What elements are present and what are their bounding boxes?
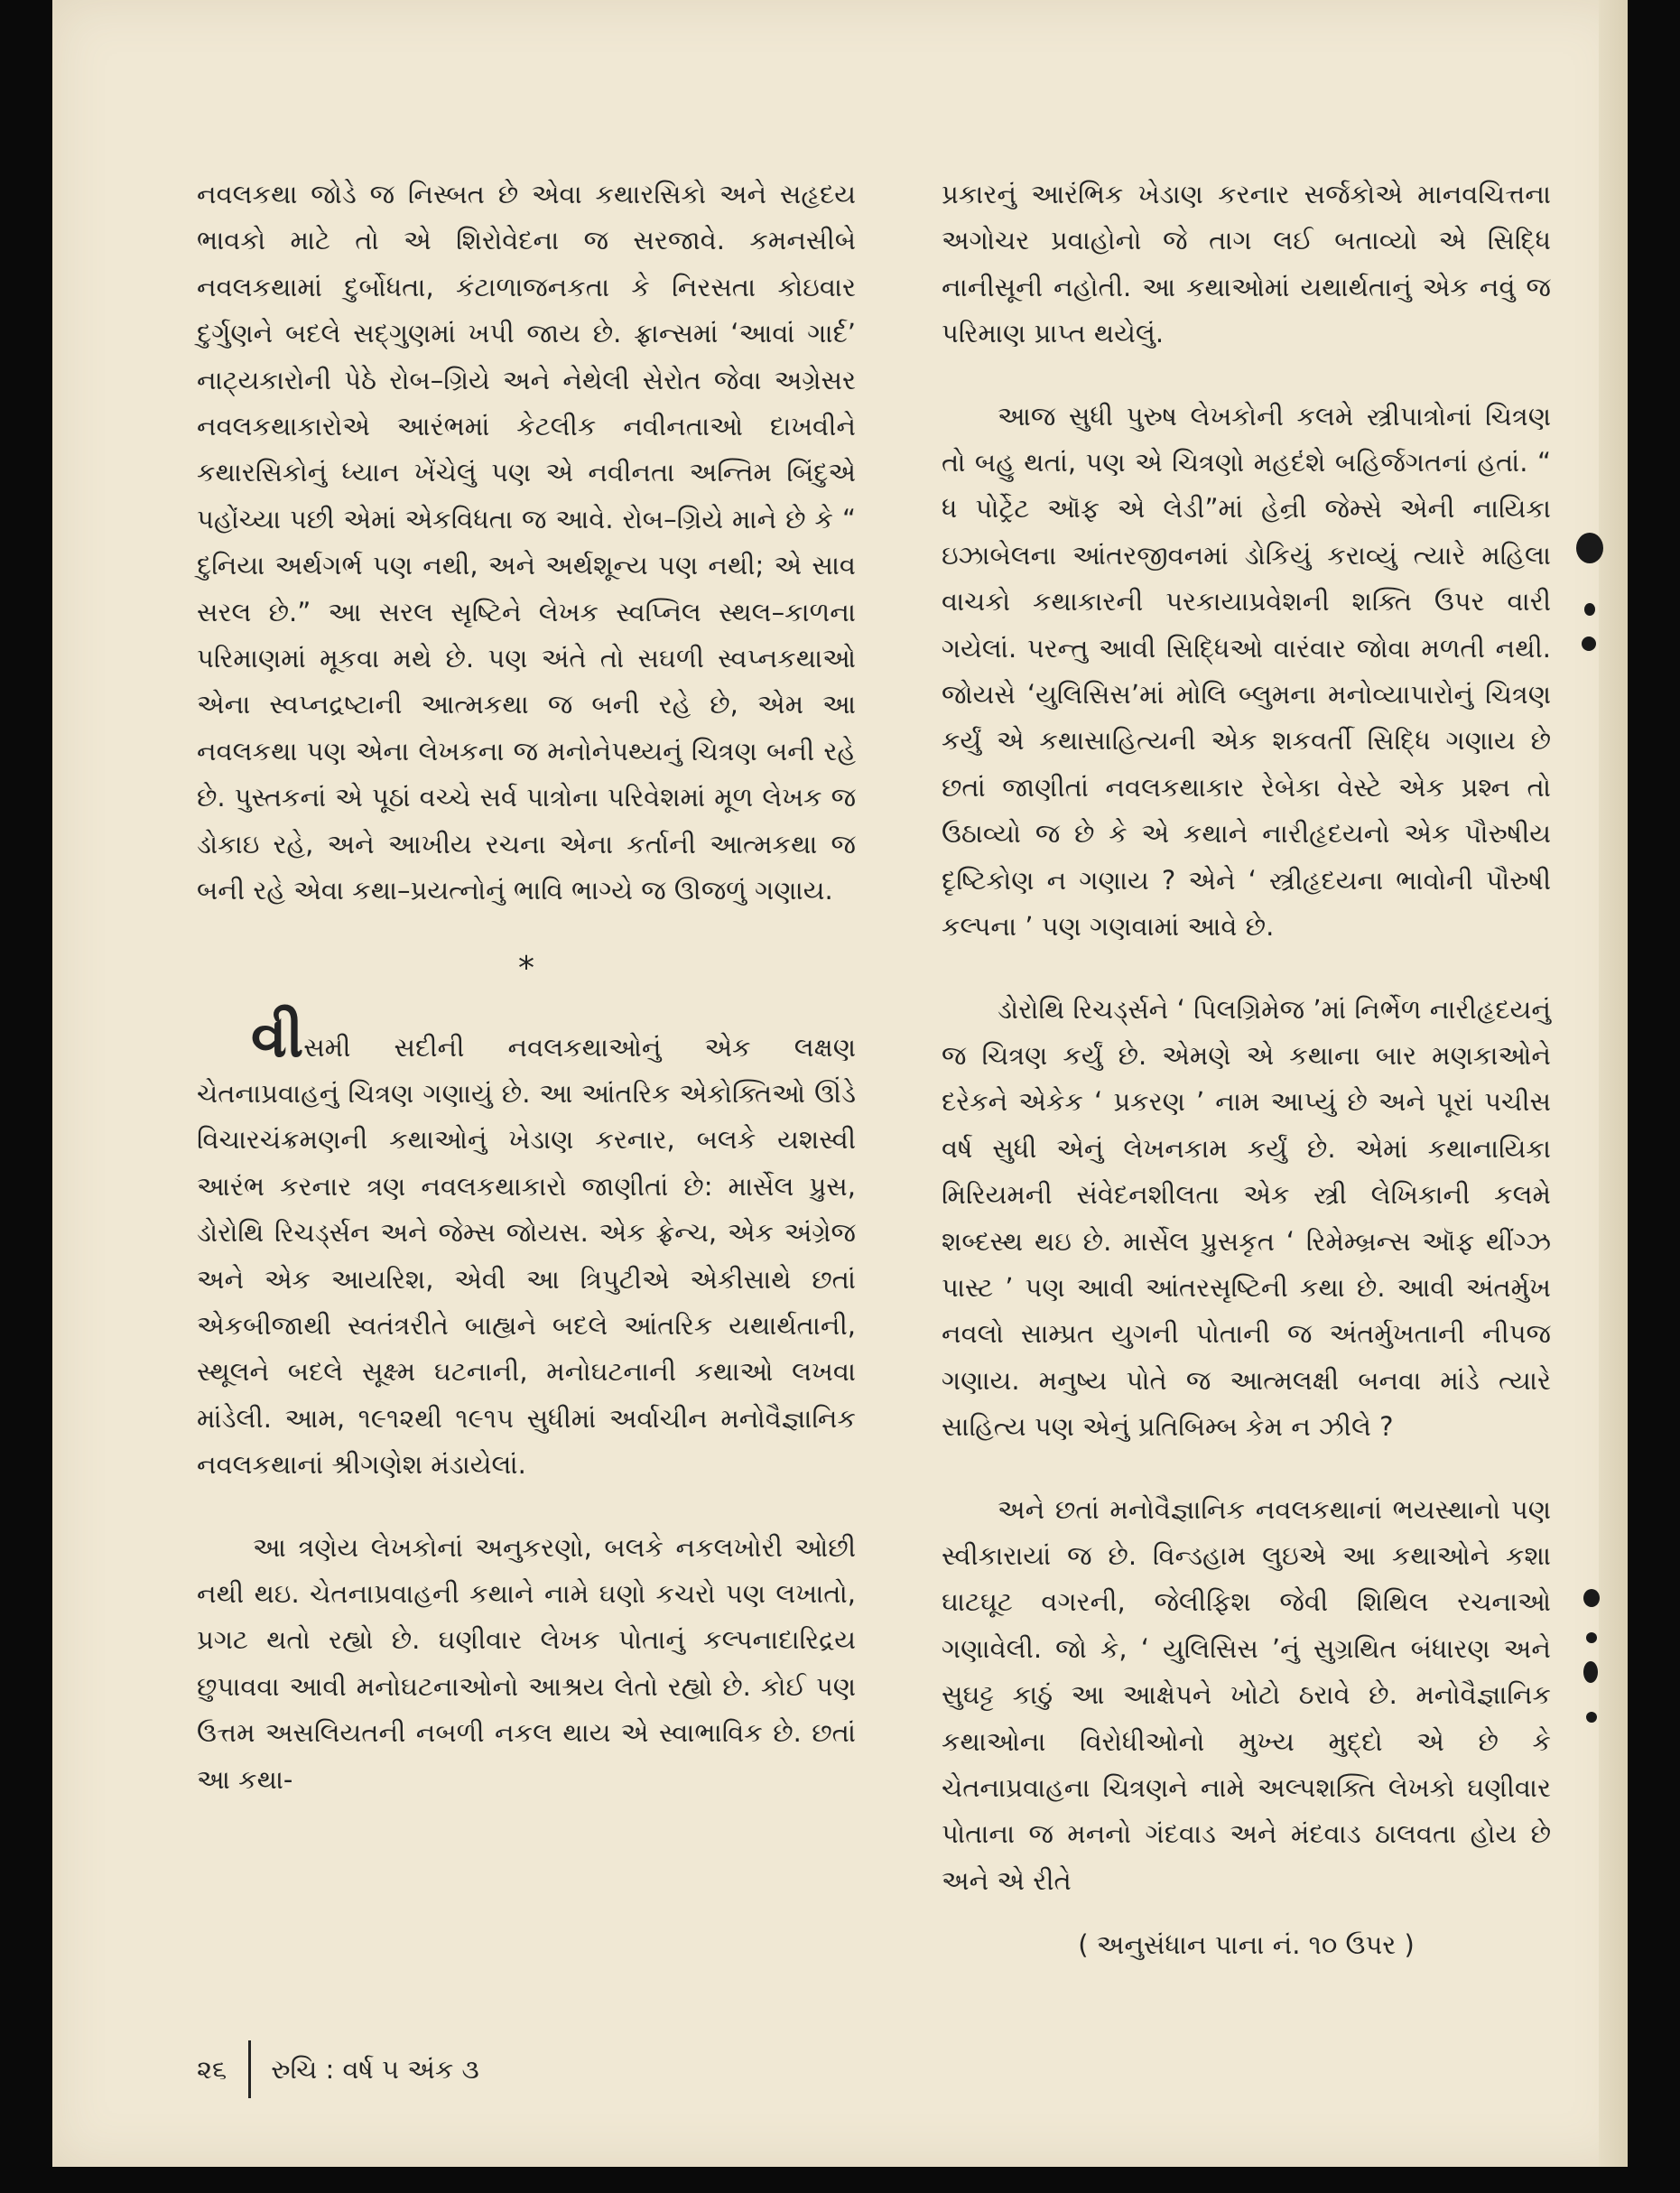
ink-stain — [1583, 1661, 1598, 1683]
magazine-page — [52, 0, 1628, 2167]
continuation-note: ( અનુસંધાન પાના નં. ૧૦ ઉપર ) — [1078, 1929, 1415, 1961]
left-column — [197, 172, 856, 1839]
paragraph: નવલકથા જોડે જ નિસ્બત છે એવા કથારસિકો અને સહૃદય ભાવકો માટે તો એ શિરોવેદના જ સરજાવે. કમનસીબે નવલકથામાં દુર્બોધતા, કંટાળાજનકતા કે નિરસતા કોઇવાર દુર્ગુણને બદલે સદ્‌ગુણમાં ખપી જાય છે. ફ્રાન્સમાં ‘આવાં ગાર્દ’ નાટ્યકારોની પેઠે રોબ–ગ્રિયે અને નેથેલી સેરોત જેવા અગ્રેસર નવલકથાકારોએ આરંભમાં કેટલીક નવીનતાઓ દાખવીને કથારસિકોનું ધ્યાન ખેંચેલું પણ એ નવીનતા અન્તિમ બિંદુએ પહોંચ્યા પછી એમાં એકવિધતા જ આવે. રોબ–ગ્રિયે માને છે કે “ દુનિયા અર્થગર્ભ પણ નથી, અને અર્થશૂન્ય પણ નથી; એ સાવ સરલ છે.” આ સરલ સૃષ્ટિને લેખક સ્વપ્નિલ સ્થલ–કાળના પરિમાણમાં મૂકવા મથે છે. પણ અંતે તો સઘળી સ્વપ્નકથાઓ એના સ્વપ્નદ્રષ્ટાની આત્મકથા જ બની રહે છે, એમ આ નવલકથા પણ એના લેખકના જ મનોનેપથ્યનું ચિત્રણ બની રહે છે. પુસ્તકનાં એ પૂઠાં વચ્ચે સર્વ પાત્રોના પરિવેશમાં મૂળ લેખક જ ડોકાઇ રહે, અને આખીય રચના એના કર્તાની આત્મકથા જ બની રહે એવા કથા–પ્રયત્નોનું ભાવિ ભાગ્યે જ ઊજળું ગણાય. — [197, 179, 856, 906]
ink-stain — [1582, 637, 1596, 651]
paragraph: પ્રકારનું આરંભિક ખેડાણ કરનાર સર્જકોએ માનવચિત્તના અગોચર પ્રવાહોનો જે તાગ લઈ બતાવ્યો એ સિદ્ધિ નાનીસૂની નહોતી. આ કથાઓમાં યથાર્થતાનું એક નવું જ પરિમાણ પ્રાપ્ત થયેલું. — [942, 179, 1551, 349]
asterisk-separator: * — [518, 949, 534, 987]
ink-stain — [1583, 1589, 1600, 1607]
paragraph-text: સમી સદીની નવલકથાઓનું એક લક્ષણ ચેતનાપ્રવાહનું ચિત્રણ ગણાયું છે. આ આંતરિક એકોક્તિઓ ઊંડે વિચારચંક્રમણની કથાઓનું ખેડાણ કરનાર, બલકે યશસ્વી આરંભ કરનાર ત્રણ નવલકથાકારો જાણીતાં છે: માર્સેલ પ્રુસ, ડોરોથિ રિચર્ડ્સન અને જેમ્સ જોયસ. એક ફ્રેન્ચ, એક અંગ્રેજ અને એક આયરિશ, એવી આ ત્રિપુટીએ એકીસાથે છતાં એકબીજાથી સ્વતંત્રરીતે બાહ્યને બદલે આંતરિક યથાર્થતાની, સ્થૂલને બદલે સૂક્ષ્મ ઘટનાની, મનોઘટનાની કથાઓ લખવા માંડેલી. આમ, ૧૯૧૨થી ૧૯૧૫ સુધીમાં અર્વાચીન મનોવૈજ્ઞાનિક નવલકથાનાં શ્રીગણેશ મંડાયેલાં. — [197, 1031, 856, 1481]
paragraph: અને છતાં મનોવૈજ્ઞાનિક નવલકથાનાં ભયસ્થાનો પણ સ્વીકારાયાં જ છે. વિન્ડહામ લુઇએ આ કથાઓને કશા ઘાટઘૂટ વગરની, જેલીફિશ જેવી શિથિલ રચનાઓ ગણાવેલી. જો કે, ‘ યુલિસિસ ’નું સુગ્રથિત બંધારણ અને સુઘટ્ટ કાઠું આ આક્ષેપને ખોટો ઠરાવે છે. મનોવૈજ્ઞાનિક કથાઓના વિરોધીઓનો મુખ્ય મુદ્દો એ છે કે ચેતનાપ્રવાહના ચિત્રણને નામે અલ્પશક્તિ લેખકો ઘણીવાર પોતાના જ મનનો ગંદવાડ અને મંદવાડ ઠાલવતા હોય છે અને એ રીતે — [942, 1493, 1551, 1896]
ink-stain — [1586, 1712, 1597, 1723]
page-edge — [1599, 0, 1628, 2167]
page-footer — [197, 2040, 479, 2098]
paragraph: આજ સુધી પુરુષ લેખકોની કલમે સ્ત્રીપાત્રોનાં ચિત્રણ તો બહુ થતાં, પણ એ ચિત્રણો મહદંશે બહિર્જગતનાં હતાં. “ ધ પોર્ટ્રેટ ઑફ એ લેડી”માં હેન્રી જેમ્સે એની નાયિકા ઇઝાબેલના આંતરજીવનમાં ડોકિયું કરાવ્યું ત્યારે મહિલા વાચકો કથાકારની પરકાયાપ્રવેશની શક્તિ ઉપર વારી ગયેલાં. પરન્તુ આવી સિદ્ધિઓ વારંવાર જોવા મળતી નથી. જોયસે ‘યુલિસિસ’માં મોલિ બ્લુમના મનોવ્યાપારોનું ચિત્રણ કર્યું એ કથાસાહિત્યની એક શકવર્તી સિદ્ધિ ગણાય છે છતાં જાણીતાં નવલકથાકાર રેબેકા વેસ્ટે એક પ્રશ્ન તો ઉઠાવ્યો જ છે કે એ કથાને નારીહૃદયનો એક પૌરુષીય દૃષ્ટિકોણ ન ગણાય ? એને ‘ સ્ત્રીહૃદયના ભાવોની પૌરુષી કલ્પના ’ પણ ગણવામાં આવે છે. — [942, 400, 1551, 943]
paragraph: આ ત્રણેય લેખકોનાં અનુકરણો, બલકે નકલખોરી ઓછી નથી થઇ. ચેતનાપ્રવાહની કથાને નામે ઘણો કચરો પણ લખાતો, પ્રગટ થતો રહ્યો છે. ઘણીવાર લેખક પોતાનું કલ્પનાદારિદ્રય છુપાવવા આવી મનોઘટનાઓનો આશ્રય લેતો રહ્યો છે. કોઈ પણ ઉત્તમ અસલિયતની નબળી નકલ થાય એ સ્વાભાવિક છે. છતાં આ કથા- — [197, 1531, 856, 1795]
paragraph: ડોરોથિ રિચર્ડ્સને ‘ પિલગ્રિમેજ ’માં નિર્ભેળ નારીહૃદયનું જ ચિત્રણ કર્યું છે. એમણે એ કથાના બાર મણકાઓને દરેકને એકેક ‘ પ્રકરણ ’ નામ આપ્યું છે અને પૂરાં પચીસ વર્ષ સુધી એનું લેખનકામ કર્યું છે. એમાં કથાનાયિકા મિરિયમની સંવેદનશીલતા એક સ્ત્રી લેખિકાની કલમે શબ્દસ્થ થઇ છે. માર્સેલ પ્રુસકૃત ‘ રિમેમ્બ્રન્સ ઑફ થીંગ્ઝ પાસ્ટ ’ પણ આવી આંતરસૃષ્ટિની કથા છે. આવી અંતર્મુખ નવલો સામ્પ્રત યુગની પોતાની જ અંતર્મુખતાની નીપજ ગણાય. મનુષ્ય પોતે જ આત્મલક્ષી બનવા માંડે ત્યારે સાહિત્ય પણ એનું પ્રતિબિમ્બ કેમ ન ઝીલે ? — [942, 993, 1551, 1443]
page-number: ૨૬ — [197, 2053, 227, 2085]
ink-stain — [1586, 1632, 1597, 1643]
paragraph-with-drop-cap — [197, 1003, 856, 1489]
right-column — [942, 172, 1551, 1969]
ink-stain — [1576, 533, 1603, 563]
drop-cap: વી — [251, 1003, 304, 1071]
ink-stain — [1584, 603, 1595, 616]
footer-divider — [248, 2040, 251, 2098]
issue-label: રુચિ : વર્ષ ૫ અંક ૩ — [271, 2053, 479, 2085]
